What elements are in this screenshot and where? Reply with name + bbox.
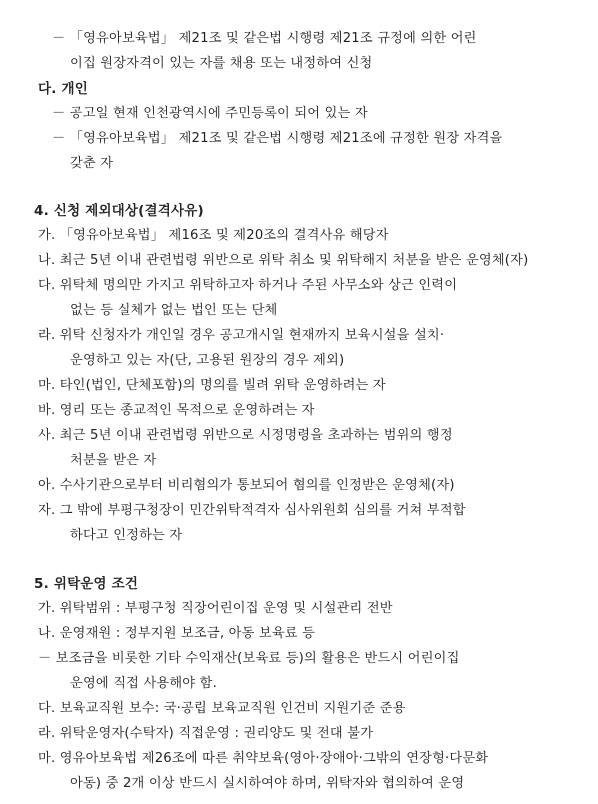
text-line: 사. 최근 5년 이내 관련법령 위반으로 시정명령을 초과하는 범위의 행정 — [38, 428, 453, 443]
section-heading: 4. 신청 제외대상(결격사유) — [34, 203, 204, 219]
text-line: － 보조금을 비롯한 기타 수익재산(보육료 등)의 활용은 반드시 어린이집 — [38, 651, 460, 666]
text-line: 하다고 인정하는 자 — [70, 528, 183, 543]
text-line: 아. 수사기관으로부터 비리혐의가 통보되어 혐의를 인정받은 운영체(자) — [38, 478, 455, 493]
text-line: 아동) 중 2개 이상 반드시 실시하여야 하며, 위탁자와 협의하여 운영 — [70, 776, 465, 791]
text-line: 없는 등 실체가 없는 법인 또는 단체 — [70, 303, 278, 318]
text-line: 다. 위탁체 명의만 가지고 위탁하고자 하거나 주된 사무소와 상근 인력이 — [38, 278, 458, 293]
text-line: 나. 운영재원 : 정부지원 보조금, 아동 보육료 등 — [38, 626, 316, 641]
text-line: 갖춘 자 — [70, 156, 114, 171]
text-line: 바. 영리 또는 종교적인 목적으로 운영하려는 자 — [38, 403, 315, 418]
subsection-heading: 다. 개인 — [38, 81, 88, 97]
text-line: 운영에 직접 사용해야 함. — [70, 676, 217, 691]
text-line: 라. 위탁 신청자가 개인일 경우 공고개시일 현재까지 보육시설을 설치· — [38, 328, 445, 343]
section-heading: 5. 위탁운영 조건 — [34, 576, 139, 592]
text-line: 이집 원장자격이 있는 자를 채용 또는 내정하여 신청 — [70, 56, 373, 71]
text-line: － 「영유아보육법」 제21조 및 같은법 시행령 제21조 규정에 의한 어린 — [52, 31, 477, 46]
text-line: 마. 영유아보육법 제26조에 따른 취약보육(영아·장애아·그밖의 연장형·다문화 — [38, 751, 489, 766]
text-line: 운영하고 있는 자(단, 고용된 원장의 경우 제외) — [70, 353, 345, 368]
text-line: 마. 타인(법인, 단체포함)의 명의를 빌려 위탁 운영하려는 자 — [38, 378, 386, 393]
text-line: 라. 위탁운영자(수탁자) 직접운영 : 권리양도 및 전대 불가 — [38, 726, 374, 741]
text-line: 다. 보육교직원 보수: 국·공립 보육교직원 인건비 지원기준 준용 — [38, 701, 406, 716]
text-line: 처분을 받은 자 — [70, 453, 157, 468]
text-line: － 「영유아보육법」 제21조 및 같은법 시행령 제21조에 규정한 원장 자격을 — [52, 131, 503, 146]
text-line: 나. 최근 5년 이내 관련법령 위반으로 위탁 취소 및 위탁해지 처분을 받은 운영체(자) — [38, 253, 529, 268]
text-line: 자. 그 밖에 부평구청장이 민간위탁적격자 심사위원회 심의를 거쳐 부적합 — [38, 503, 466, 518]
text-line: 가. 위탁범위 : 부평구청 직장어린이집 운영 및 시설관리 전반 — [38, 601, 393, 616]
text-line: 가. 「영유아보육법」 제16조 및 제20조의 결격사유 해당자 — [38, 228, 389, 243]
text-line: － 공고일 현재 인천광역시에 주민등록이 되어 있는 자 — [52, 106, 368, 121]
